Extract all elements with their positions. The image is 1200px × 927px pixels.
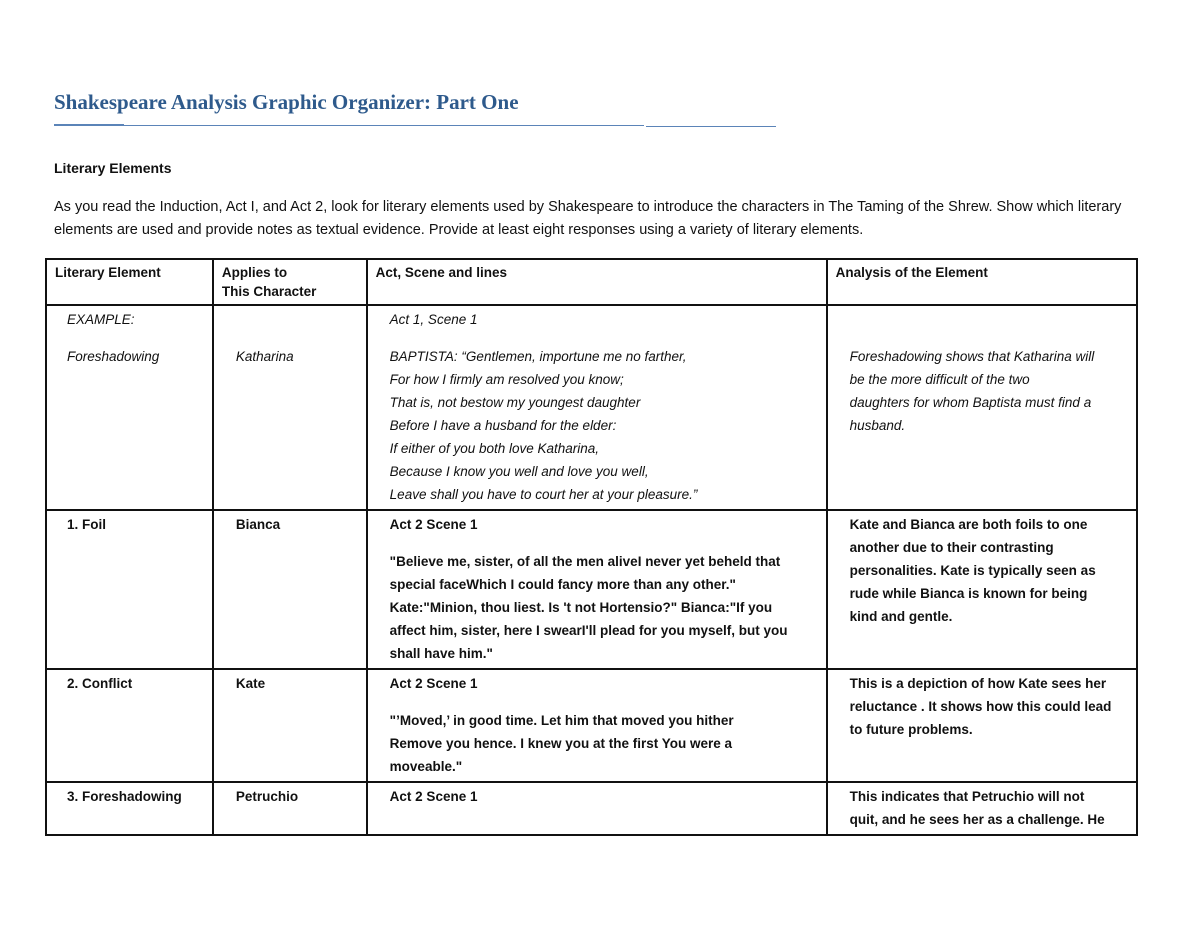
- spacer: [236, 331, 358, 345]
- example-quote-line: That is, not bestow my youngest daughter: [389, 395, 641, 410]
- spacer: [67, 331, 204, 345]
- example-analysis-line: be the more difficult of the two: [849, 372, 1030, 387]
- example-quote-line: Before I have a husband for the elder:: [389, 418, 617, 433]
- row2-act-cell: [367, 669, 827, 782]
- row1-analysis-line: personalities. Kate is typically seen as: [849, 563, 1096, 578]
- row2-analysis-cell: [827, 669, 1137, 782]
- row3-analysis-line: quit, and he sees her as a challenge. He: [849, 812, 1105, 827]
- table-header-row: [46, 259, 1137, 305]
- title-underline: [54, 125, 644, 126]
- example-quote-line: Leave shall you have to court her at your pleasure.”: [389, 487, 698, 502]
- row1-element: 1. Foil: [46, 510, 213, 669]
- example-act-cell: [367, 305, 827, 510]
- row2-analysis-line: to future problems.: [849, 722, 973, 737]
- example-character-cell: [213, 305, 367, 510]
- table-row: [46, 669, 1137, 782]
- page-title: Shakespeare Analysis Graphic Organizer: Part One: [54, 90, 519, 114]
- header-applies-line1: Applies to: [221, 265, 288, 280]
- example-element: Foreshadowing: [67, 349, 160, 364]
- row3-analysis-cell: [827, 782, 1137, 835]
- row2-act: Act 2 Scene 1: [389, 676, 478, 691]
- row2-quote-line: Remove you hence. I knew you at the first You were a: [389, 736, 733, 751]
- row1-analysis-line: Kate and Bianca are both foils to one: [849, 517, 1088, 532]
- instructions-paragraph: As you read the Induction, Act I, and Act 2, look for literary elements used by Shakespeare to introduce the characters in The Taming of the Shrew. Show which literary elements are used and provide notes as textual evidence. Provide at least eight responses using a variety of literary elements.: [54, 199, 1122, 238]
- row1-quote-line: "Believe me, sister, of all the men aliveI never yet beheld that: [389, 554, 781, 569]
- header-applies-line2: This Character: [221, 284, 317, 299]
- spacer: [390, 695, 818, 709]
- header-literary-element: Literary Element: [46, 259, 213, 305]
- row1-quote-line: shall have him.": [389, 646, 493, 661]
- row1-analysis-line: rude while Bianca is known for being: [849, 586, 1088, 601]
- example-analysis-line: husband.: [849, 418, 906, 433]
- spacer: [850, 308, 1128, 331]
- row2-quote-line: moveable.": [389, 759, 463, 774]
- example-quote-line: For how I firmly am resolved you know;: [389, 372, 624, 387]
- example-quote-line: BAPTISTA: “Gentlemen, importune me no farther,: [389, 349, 687, 364]
- example-act: Act 1, Scene 1: [389, 312, 478, 327]
- row1-analysis-cell: [827, 510, 1137, 669]
- table-row: [46, 510, 1137, 669]
- spacer: [236, 308, 358, 331]
- row3-character: Petruchio: [213, 782, 367, 835]
- row1-character: Bianca: [213, 510, 367, 669]
- example-analysis-line: daughters for whom Baptista must find a: [849, 395, 1092, 410]
- example-quote-line: Because I know you well and love you well,: [389, 464, 649, 479]
- row3-analysis-line: This indicates that Petruchio will not: [849, 789, 1085, 804]
- row3-act-cell: [367, 782, 827, 835]
- row1-quote-line: affect him, sister, here I swearI'll plead for you myself, but you: [389, 623, 788, 638]
- header-applies-to: [213, 259, 367, 305]
- row2-analysis-line: This is a depiction of how Kate sees her: [849, 676, 1107, 691]
- row1-act-cell: [367, 510, 827, 669]
- title-underline-extension: [646, 126, 776, 127]
- row1-analysis-line: another due to their contrasting: [849, 540, 1054, 555]
- example-character: Katharina: [235, 349, 294, 364]
- example-element-cell: [46, 305, 213, 510]
- example-analysis-cell: [827, 305, 1137, 510]
- row2-character: Kate: [213, 669, 367, 782]
- example-analysis-line: Foreshadowing shows that Katharina will: [849, 349, 1095, 364]
- row2-element: 2. Conflict: [46, 669, 213, 782]
- header-act-scene-lines: Act, Scene and lines: [367, 259, 827, 305]
- row1-quote-line: special faceWhich I could fancy more than any other.": [389, 577, 736, 592]
- row1-analysis-line: kind and gentle.: [849, 609, 953, 624]
- row3-act: Act 2 Scene 1: [389, 789, 478, 804]
- example-label: EXAMPLE:: [67, 312, 135, 327]
- row2-quote-line: "’Moved,’ in good time. Let him that moved you hither: [389, 713, 734, 728]
- organizer-table: [45, 258, 1138, 836]
- section-heading: Literary Elements: [54, 160, 172, 176]
- header-analysis: Analysis of the Element: [827, 259, 1137, 305]
- row3-element: 3. Foreshadowing: [46, 782, 213, 835]
- spacer: [390, 331, 818, 345]
- spacer: [390, 536, 818, 550]
- example-quote-line: If either of you both love Katharina,: [389, 441, 600, 456]
- example-row: [46, 305, 1137, 510]
- row2-analysis-line: reluctance . It shows how this could lead: [849, 699, 1112, 714]
- row1-quote-line: Kate:"Minion, thou liest. Is 't not Hortensio?" Bianca:"If you: [389, 600, 773, 615]
- row1-act: Act 2 Scene 1: [389, 517, 478, 532]
- table-row: [46, 782, 1137, 835]
- spacer: [850, 331, 1128, 345]
